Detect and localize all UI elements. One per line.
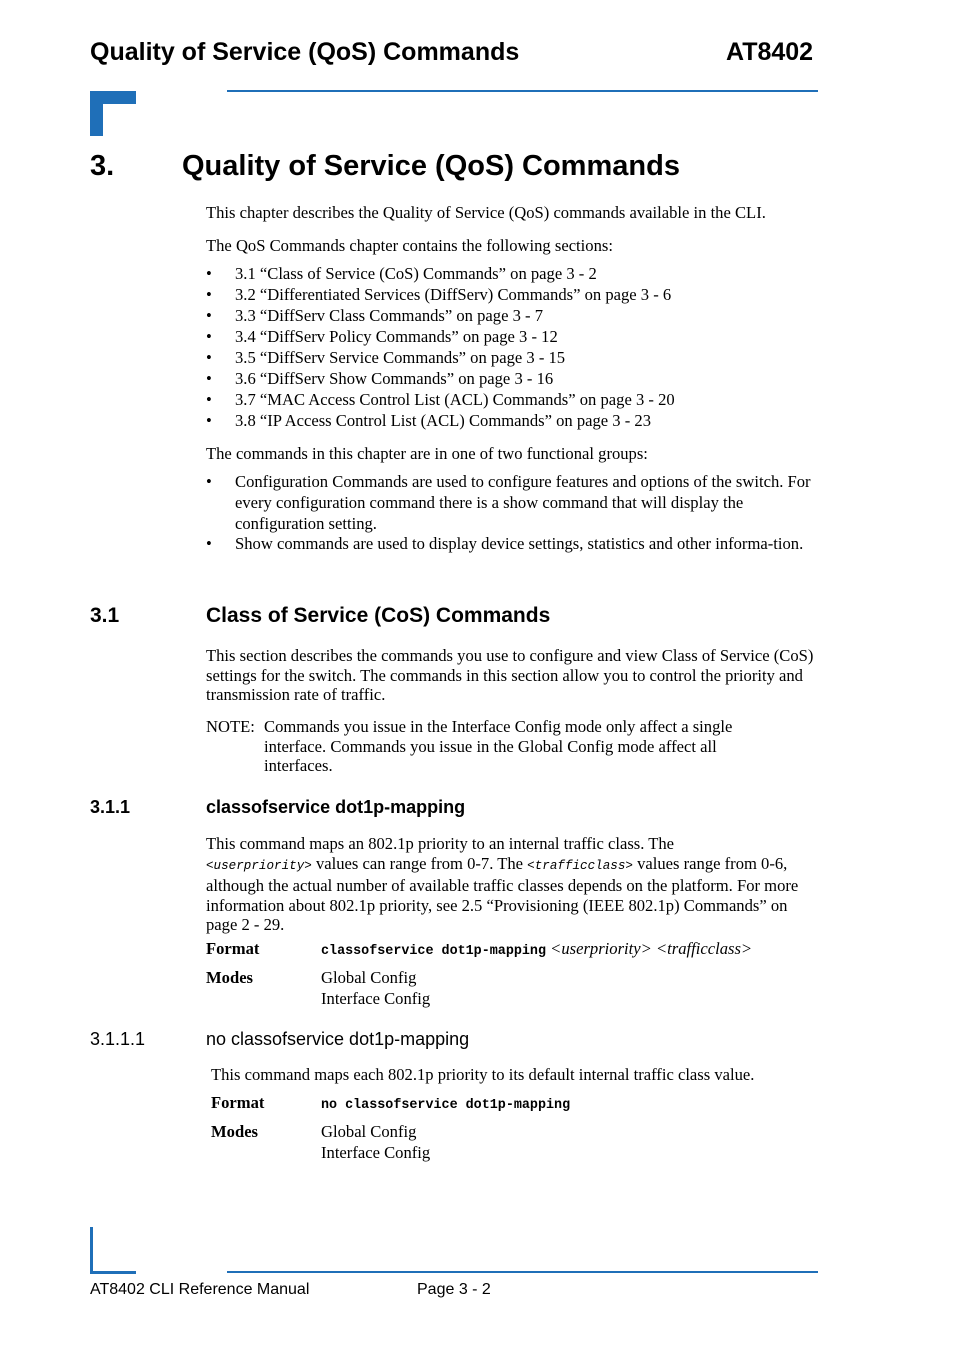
modes-label: Modes	[211, 1122, 259, 1141]
format-command: no classofservice dot1p-mapping	[321, 1098, 571, 1113]
subsection-title: classofservice dot1p-mapping	[206, 797, 466, 817]
footer-rule	[227, 1271, 818, 1273]
chapter-title: Quality of Service (QoS) Commands	[182, 150, 680, 182]
list-item[interactable]: • 3.1 “Class of Service (CoS) Commands” on page 3 - 2	[206, 264, 597, 283]
section-title: Class of Service (CoS) Commands	[206, 604, 551, 627]
section-list	[206, 263, 821, 431]
list-item[interactable]: • 3.4 “DiffServ Policy Commands” on page 3 - 12	[206, 327, 558, 346]
arg-trafficclass: <trafficclass>	[527, 858, 633, 873]
footer-manual: AT8402 CLI Reference Manual	[90, 1281, 310, 1298]
format-command: classofservice dot1p-mapping <userpriority> <trafficclass>	[321, 939, 753, 959]
list-item[interactable]: • 3.5 “DiffServ Service Commands” on page 3 - 15	[206, 348, 566, 367]
corner-bracket-side	[90, 91, 103, 136]
footer-page: Page 3 - 2	[417, 1281, 491, 1298]
section-paragraph: This section describes the commands you use to configure and view Class of Service (CoS) settings for the switch. The commands in this section allow you to control the priority and transmission rate of traffic.	[206, 646, 814, 704]
modes-value-1: Global Config	[321, 968, 417, 987]
header-product: AT8402	[726, 38, 814, 66]
header-rule	[227, 90, 818, 92]
note-text: Commands you issue in the Interface Config mode only affect a single interface. Commands you issue in the Global Config mode affect all interfaces.	[264, 717, 733, 775]
chapter-number: 3.	[90, 150, 115, 182]
subsection-number: 3.1.1	[90, 797, 131, 817]
list-item[interactable]: • 3.3 “DiffServ Class Commands” on page 3 - 7	[206, 306, 544, 325]
list-item[interactable]: • 3.8 “IP Access Control List (ACL) Commands” on page 3 - 23	[206, 411, 652, 430]
groups-intro: The commands in this chapter are in one of two functional groups:	[206, 444, 648, 463]
list-item[interactable]: • 3.7 “MAC Access Control List (ACL) Commands” on page 3 - 20	[206, 390, 675, 409]
modes-value-2: Interface Config	[321, 989, 431, 1008]
subsubsection-paragraph: This command maps each 802.1p priority to its default internal traffic class value.	[211, 1065, 755, 1084]
modes-value-2: Interface Config	[321, 1143, 431, 1162]
footer-bracket-bottom	[90, 1271, 136, 1274]
note-label: NOTE:	[206, 717, 255, 736]
header-title: Quality of Service (QoS) Commands	[90, 38, 520, 66]
format-label: Format	[206, 939, 260, 958]
list-item: • Show commands are used to display device settings, statistics and other informa-tion.	[206, 534, 804, 554]
subsubsection-title: no classofservice dot1p-mapping	[206, 1029, 470, 1049]
list-item[interactable]: • 3.2 “Differentiated Services (DiffServ) Commands” on page 3 - 6	[206, 285, 672, 304]
subsection-paragraph: This command maps an 802.1p priority to an internal traffic class. The <userpriority> values can range from 0-7. The <trafficclass> values range from 0-6, although the actual number of available traffic classes depends on the platform. For more information about 802.1p priority, see 2.5 “Provisioning (IEEE 802.1p) Commands” on page 2 - 29.	[206, 834, 799, 934]
modes-value-1: Global Config	[321, 1122, 417, 1141]
subsubsection-number: 3.1.1.1	[90, 1029, 146, 1049]
chapter-intro-1: This chapter describes the Quality of Service (QoS) commands available in the CLI.	[206, 203, 766, 222]
format-label: Format	[211, 1093, 265, 1112]
arg-userpriority: <userpriority>	[206, 858, 312, 873]
list-item[interactable]: • 3.6 “DiffServ Show Commands” on page 3 - 16	[206, 369, 554, 388]
footer-bracket-side	[90, 1227, 93, 1273]
section-number: 3.1	[90, 604, 120, 627]
chapter-intro-2: The QoS Commands chapter contains the following sections:	[206, 236, 613, 255]
modes-label: Modes	[206, 968, 254, 987]
groups-list	[206, 472, 818, 555]
list-item: • Configuration Commands are used to configure features and options of the switch. For every configuration command there is a show command that will display the configuration setting.	[206, 472, 811, 533]
